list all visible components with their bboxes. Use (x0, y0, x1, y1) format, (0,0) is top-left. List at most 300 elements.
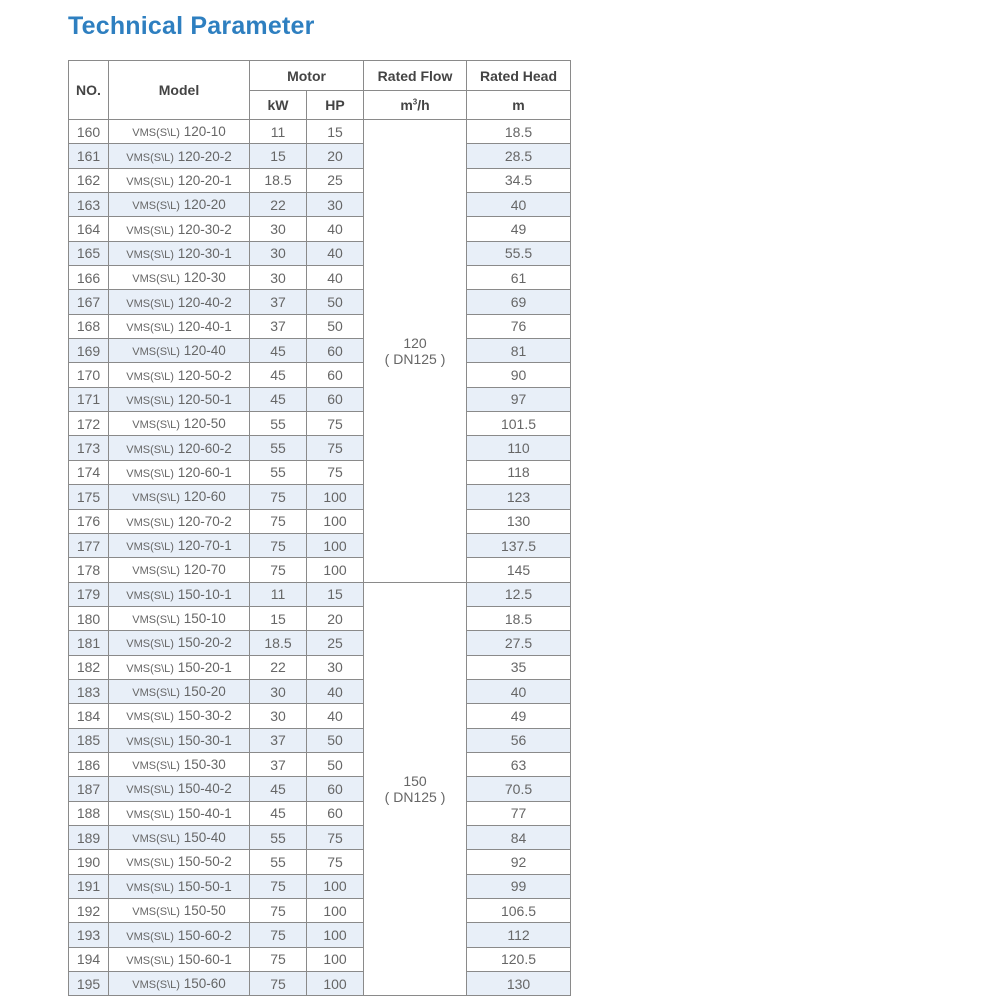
cell-head: 69 (467, 290, 571, 314)
table-row (69, 606, 571, 630)
cell-no: 178 (69, 558, 109, 582)
cell-hp: 100 (307, 923, 364, 947)
model-code: 120-50 (183, 416, 226, 432)
table-row (69, 168, 571, 192)
table-row (69, 436, 571, 460)
cell-head: 112 (467, 923, 571, 947)
cell-no: 172 (69, 412, 109, 436)
table-row (69, 387, 571, 411)
cell-hp: 100 (307, 899, 364, 923)
cell-rated-flow (364, 582, 467, 996)
cell-kw: 55 (250, 436, 307, 460)
cell-hp: 50 (307, 290, 364, 314)
cell-model (109, 947, 250, 971)
table-row (69, 509, 571, 533)
flow-value: 120 (403, 334, 427, 351)
cell-model (109, 728, 250, 752)
cell-kw: 30 (250, 704, 307, 728)
model-prefix: VMS(S\L) (126, 735, 174, 748)
header-flow-unit (364, 91, 467, 120)
model-code: 120-10 (183, 124, 226, 140)
cell-model (109, 533, 250, 557)
cell-head: 99 (467, 874, 571, 898)
cell-hp: 75 (307, 412, 364, 436)
model-code: 150-20-2 (177, 635, 232, 651)
model-code: 120-70 (183, 562, 226, 578)
table-row (69, 217, 571, 241)
model-prefix: VMS(S\L) (132, 979, 180, 992)
cell-hp: 100 (307, 972, 364, 996)
cell-hp: 75 (307, 850, 364, 874)
cell-head: 130 (467, 972, 571, 996)
cell-kw: 45 (250, 363, 307, 387)
table-row (69, 801, 571, 825)
cell-kw: 37 (250, 314, 307, 338)
header-no: NO. (69, 61, 109, 120)
cell-kw: 55 (250, 412, 307, 436)
cell-model (109, 825, 250, 849)
cell-no: 162 (69, 168, 109, 192)
cell-head: 34.5 (467, 168, 571, 192)
cell-head: 40 (467, 679, 571, 703)
cell-no: 194 (69, 947, 109, 971)
model-code: 120-20-1 (177, 172, 232, 188)
table-row (69, 777, 571, 801)
cell-hp: 100 (307, 947, 364, 971)
cell-head: 130 (467, 509, 571, 533)
table-row (69, 631, 571, 655)
model-code: 150-60-1 (177, 951, 232, 967)
table-row (69, 728, 571, 752)
model-prefix: VMS(S\L) (126, 443, 174, 456)
cell-no: 190 (69, 850, 109, 874)
table-row (69, 850, 571, 874)
header-motor: Motor (250, 61, 364, 91)
cell-model (109, 899, 250, 923)
cell-head: 61 (467, 266, 571, 290)
cell-kw: 75 (250, 533, 307, 557)
cell-kw: 22 (250, 655, 307, 679)
cell-no: 160 (69, 120, 109, 144)
table-row (69, 679, 571, 703)
cell-head: 18.5 (467, 120, 571, 144)
cell-hp: 25 (307, 168, 364, 192)
cell-no: 164 (69, 217, 109, 241)
cell-no: 186 (69, 752, 109, 776)
cell-model (109, 460, 250, 484)
cell-no: 174 (69, 460, 109, 484)
table-row (69, 144, 571, 168)
cell-kw: 75 (250, 558, 307, 582)
cell-kw: 45 (250, 339, 307, 363)
model-code: 120-50-1 (177, 391, 232, 407)
cell-head: 40 (467, 193, 571, 217)
cell-hp: 30 (307, 193, 364, 217)
model-code: 150-50 (183, 903, 226, 919)
cell-no: 184 (69, 704, 109, 728)
cell-model (109, 387, 250, 411)
model-code: 120-60 (183, 489, 226, 505)
cell-hp: 75 (307, 460, 364, 484)
cell-hp: 20 (307, 144, 364, 168)
table-row (69, 290, 571, 314)
cell-head: 120.5 (467, 947, 571, 971)
model-prefix: VMS(S\L) (132, 833, 180, 846)
table-row (69, 485, 571, 509)
cell-hp: 15 (307, 582, 364, 606)
model-prefix: VMS(S\L) (126, 516, 174, 529)
model-prefix: VMS(S\L) (126, 662, 174, 675)
model-code: 120-60-1 (177, 464, 232, 480)
model-code: 150-60 (183, 976, 226, 992)
cell-head: 56 (467, 728, 571, 752)
cell-hp: 50 (307, 728, 364, 752)
cell-head: 84 (467, 825, 571, 849)
cell-no: 176 (69, 509, 109, 533)
cell-kw: 55 (250, 460, 307, 484)
model-code: 150-30-1 (177, 732, 232, 748)
model-code: 150-40 (183, 830, 226, 846)
cell-no: 167 (69, 290, 109, 314)
cell-model (109, 801, 250, 825)
cell-kw: 30 (250, 217, 307, 241)
table-row (69, 363, 571, 387)
model-prefix: VMS(S\L) (126, 321, 174, 334)
model-code: 120-40 (183, 343, 226, 359)
header-rated-flow: Rated Flow (364, 61, 467, 91)
cell-hp: 75 (307, 436, 364, 460)
model-code: 120-30-1 (177, 245, 232, 261)
table-row (69, 558, 571, 582)
cell-no: 187 (69, 777, 109, 801)
header-rated-head: Rated Head (467, 61, 571, 91)
model-prefix: VMS(S\L) (132, 346, 180, 359)
cell-kw: 22 (250, 193, 307, 217)
model-prefix: VMS(S\L) (126, 541, 174, 554)
model-code: 120-70-2 (177, 513, 232, 529)
cell-no: 165 (69, 241, 109, 265)
cell-head: 35 (467, 655, 571, 679)
cell-head: 77 (467, 801, 571, 825)
cell-hp: 30 (307, 655, 364, 679)
cell-model (109, 752, 250, 776)
cell-no: 195 (69, 972, 109, 996)
model-prefix: VMS(S\L) (126, 589, 174, 602)
cell-kw: 55 (250, 825, 307, 849)
cell-model (109, 582, 250, 606)
model-prefix: VMS(S\L) (126, 297, 174, 310)
model-code: 150-60-2 (177, 927, 232, 943)
cell-model (109, 631, 250, 655)
cell-hp: 40 (307, 266, 364, 290)
cell-hp: 15 (307, 120, 364, 144)
model-prefix: VMS(S\L) (126, 954, 174, 967)
table-row (69, 266, 571, 290)
cell-model (109, 509, 250, 533)
model-code: 120-20-2 (177, 148, 232, 164)
model-prefix: VMS(S\L) (132, 127, 180, 140)
cell-kw: 37 (250, 728, 307, 752)
cell-no: 161 (69, 144, 109, 168)
cell-model (109, 193, 250, 217)
cell-hp: 100 (307, 509, 364, 533)
cell-hp: 60 (307, 777, 364, 801)
cell-kw: 30 (250, 679, 307, 703)
table-row (69, 655, 571, 679)
model-code: 120-40-2 (177, 294, 232, 310)
cell-model (109, 704, 250, 728)
cell-hp: 40 (307, 217, 364, 241)
model-prefix: VMS(S\L) (132, 687, 180, 700)
cell-hp: 40 (307, 241, 364, 265)
cell-hp: 50 (307, 752, 364, 776)
cell-model (109, 290, 250, 314)
cell-no: 177 (69, 533, 109, 557)
model-prefix: VMS(S\L) (126, 711, 174, 724)
cell-hp: 40 (307, 679, 364, 703)
cell-head: 92 (467, 850, 571, 874)
cell-hp: 100 (307, 874, 364, 898)
cell-kw: 45 (250, 777, 307, 801)
table-row (69, 923, 571, 947)
model-prefix: VMS(S\L) (126, 151, 174, 164)
table-row (69, 412, 571, 436)
model-prefix: VMS(S\L) (132, 760, 180, 773)
flow-unit-base: m (400, 97, 413, 113)
table-row (69, 899, 571, 923)
cell-no: 185 (69, 728, 109, 752)
table-row (69, 947, 571, 971)
model-prefix: VMS(S\L) (126, 638, 174, 651)
model-prefix: VMS(S\L) (132, 614, 180, 627)
model-code: 120-20 (183, 197, 226, 213)
model-prefix: VMS(S\L) (126, 881, 174, 894)
cell-no: 171 (69, 387, 109, 411)
cell-head: 137.5 (467, 533, 571, 557)
cell-head: 18.5 (467, 606, 571, 630)
flow-dn: ( DN125 ) (384, 788, 446, 805)
cell-model (109, 120, 250, 144)
table-row (69, 874, 571, 898)
cell-head: 123 (467, 485, 571, 509)
cell-model (109, 558, 250, 582)
table-row (69, 339, 571, 363)
cell-head: 28.5 (467, 144, 571, 168)
cell-model (109, 339, 250, 363)
table-row (69, 582, 571, 606)
model-prefix: VMS(S\L) (132, 492, 180, 505)
cell-no: 182 (69, 655, 109, 679)
model-prefix: VMS(S\L) (132, 565, 180, 578)
cell-head: 90 (467, 363, 571, 387)
cell-kw: 37 (250, 290, 307, 314)
cell-model (109, 436, 250, 460)
model-code: 120-40-1 (177, 318, 232, 334)
cell-head: 110 (467, 436, 571, 460)
header-head-unit: m (467, 91, 571, 120)
cell-model (109, 606, 250, 630)
model-prefix: VMS(S\L) (132, 273, 180, 286)
model-prefix: VMS(S\L) (126, 930, 174, 943)
cell-head: 70.5 (467, 777, 571, 801)
model-code: 120-70-1 (177, 538, 232, 554)
cell-kw: 11 (250, 582, 307, 606)
header-kw: kW (250, 91, 307, 120)
model-code: 150-20-1 (177, 659, 232, 675)
model-code: 150-30-2 (177, 708, 232, 724)
cell-hp: 100 (307, 485, 364, 509)
cell-hp: 60 (307, 801, 364, 825)
cell-kw: 18.5 (250, 168, 307, 192)
cell-kw: 15 (250, 144, 307, 168)
model-prefix: VMS(S\L) (126, 857, 174, 870)
model-code: 150-50-1 (177, 878, 232, 894)
cell-head: 118 (467, 460, 571, 484)
model-code: 120-60-2 (177, 440, 232, 456)
cell-kw: 45 (250, 801, 307, 825)
model-prefix: VMS(S\L) (132, 906, 180, 919)
cell-model (109, 266, 250, 290)
model-code: 120-30 (183, 270, 226, 286)
model-code: 150-20 (183, 684, 226, 700)
model-prefix: VMS(S\L) (126, 467, 174, 480)
flow-unit-rest: /h (417, 97, 430, 113)
cell-hp: 100 (307, 558, 364, 582)
header-model: Model (109, 61, 250, 120)
cell-kw: 30 (250, 266, 307, 290)
cell-head: 49 (467, 217, 571, 241)
model-prefix: VMS(S\L) (126, 784, 174, 797)
cell-kw: 55 (250, 850, 307, 874)
cell-no: 191 (69, 874, 109, 898)
cell-kw: 75 (250, 972, 307, 996)
cell-model (109, 972, 250, 996)
model-prefix: VMS(S\L) (132, 419, 180, 432)
cell-hp: 25 (307, 631, 364, 655)
page-title: Technical Parameter (68, 12, 315, 40)
cell-kw: 30 (250, 241, 307, 265)
cell-head: 101.5 (467, 412, 571, 436)
table-row (69, 752, 571, 776)
flow-dn: ( DN125 ) (384, 350, 446, 367)
cell-head: 145 (467, 558, 571, 582)
cell-no: 166 (69, 266, 109, 290)
cell-hp: 60 (307, 387, 364, 411)
cell-hp: 40 (307, 704, 364, 728)
cell-head: 49 (467, 704, 571, 728)
cell-model (109, 850, 250, 874)
cell-model (109, 485, 250, 509)
cell-head: 106.5 (467, 899, 571, 923)
model-code: 150-40-1 (177, 805, 232, 821)
cell-rated-flow (364, 120, 467, 583)
cell-head: 81 (467, 339, 571, 363)
cell-model (109, 412, 250, 436)
cell-no: 181 (69, 631, 109, 655)
cell-kw: 45 (250, 387, 307, 411)
cell-kw: 37 (250, 752, 307, 776)
cell-hp: 75 (307, 825, 364, 849)
table-row (69, 241, 571, 265)
model-prefix: VMS(S\L) (126, 224, 174, 237)
technical-parameter-table (68, 60, 571, 996)
cell-hp: 60 (307, 363, 364, 387)
model-code: 150-10 (183, 611, 226, 627)
model-prefix: VMS(S\L) (132, 200, 180, 213)
cell-kw: 75 (250, 509, 307, 533)
cell-model (109, 314, 250, 338)
model-code: 150-40-2 (177, 781, 232, 797)
table-row (69, 460, 571, 484)
cell-head: 27.5 (467, 631, 571, 655)
cell-model (109, 168, 250, 192)
cell-kw: 75 (250, 923, 307, 947)
cell-head: 76 (467, 314, 571, 338)
model-prefix: VMS(S\L) (126, 808, 174, 821)
cell-hp: 60 (307, 339, 364, 363)
cell-no: 180 (69, 606, 109, 630)
cell-no: 193 (69, 923, 109, 947)
cell-model (109, 144, 250, 168)
cell-kw: 75 (250, 899, 307, 923)
table-row (69, 533, 571, 557)
model-prefix: VMS(S\L) (126, 175, 174, 188)
cell-no: 188 (69, 801, 109, 825)
table-row (69, 120, 571, 144)
cell-head: 63 (467, 752, 571, 776)
cell-kw: 15 (250, 606, 307, 630)
table-row (69, 825, 571, 849)
cell-model (109, 241, 250, 265)
cell-model (109, 777, 250, 801)
table-row (69, 193, 571, 217)
cell-no: 163 (69, 193, 109, 217)
cell-kw: 75 (250, 947, 307, 971)
table-row (69, 704, 571, 728)
model-code: 150-30 (183, 757, 226, 773)
cell-no: 192 (69, 899, 109, 923)
model-code: 150-50-2 (177, 854, 232, 870)
cell-head: 55.5 (467, 241, 571, 265)
cell-no: 169 (69, 339, 109, 363)
model-code: 120-50-2 (177, 367, 232, 383)
cell-model (109, 363, 250, 387)
cell-hp: 50 (307, 314, 364, 338)
cell-no: 179 (69, 582, 109, 606)
header-hp: HP (307, 91, 364, 120)
cell-hp: 100 (307, 533, 364, 557)
table-body (69, 120, 571, 996)
table-row (69, 314, 571, 338)
cell-model (109, 679, 250, 703)
cell-no: 170 (69, 363, 109, 387)
flow-unit-sup: 3 (412, 97, 418, 107)
cell-no: 189 (69, 825, 109, 849)
model-prefix: VMS(S\L) (126, 394, 174, 407)
model-code: 120-30-2 (177, 221, 232, 237)
cell-kw: 75 (250, 485, 307, 509)
cell-kw: 18.5 (250, 631, 307, 655)
table-row (69, 972, 571, 996)
cell-model (109, 217, 250, 241)
flow-value: 150 (403, 772, 427, 789)
cell-kw: 11 (250, 120, 307, 144)
cell-no: 183 (69, 679, 109, 703)
cell-model (109, 874, 250, 898)
cell-hp: 20 (307, 606, 364, 630)
cell-no: 168 (69, 314, 109, 338)
model-code: 150-10-1 (177, 586, 232, 602)
